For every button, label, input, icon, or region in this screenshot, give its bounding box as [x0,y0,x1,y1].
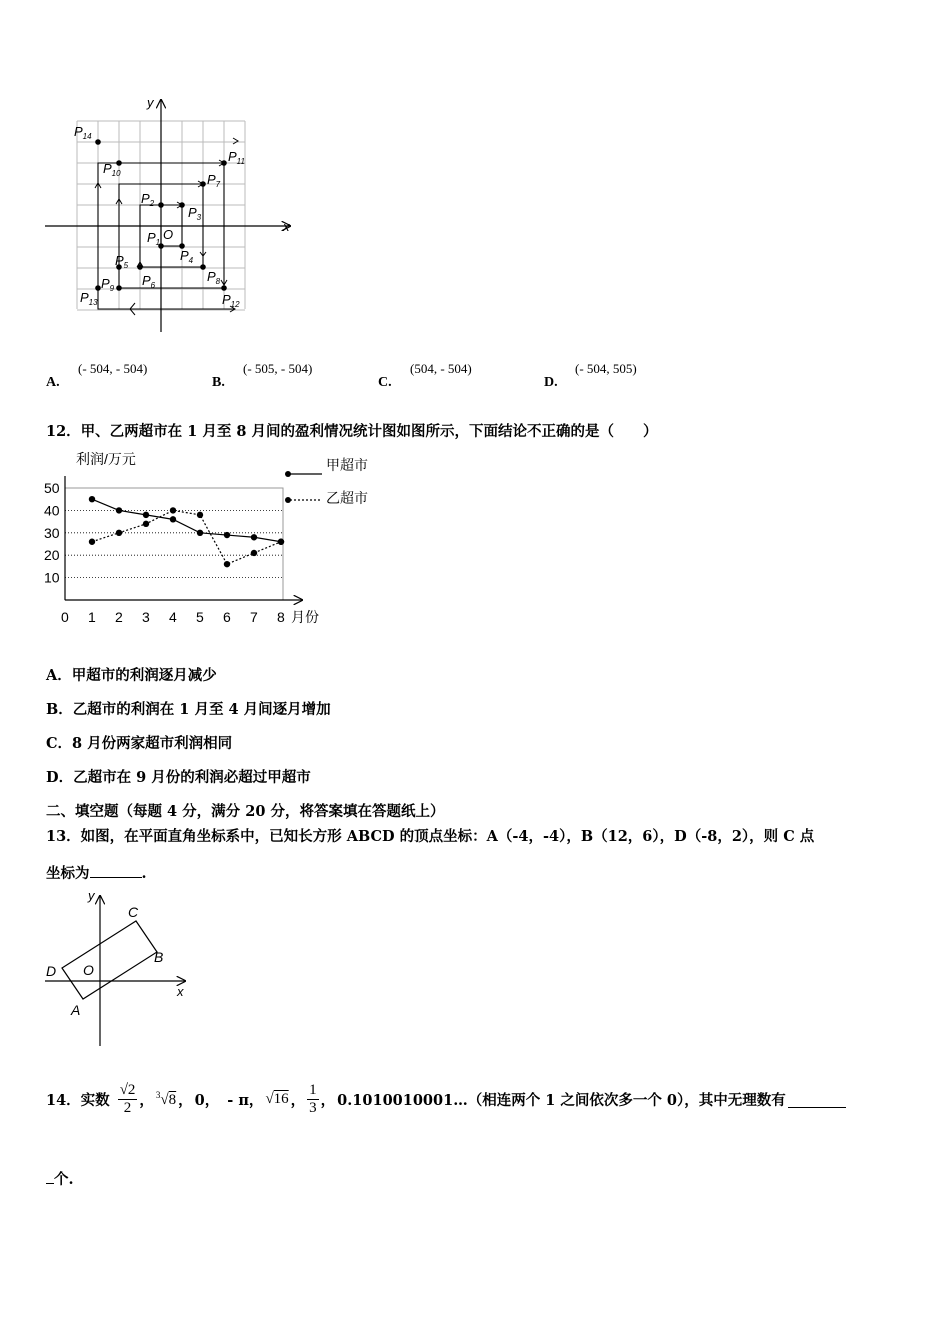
spiral-point-subscript: 10 [111,169,121,178]
q12-option-b: B．乙超市的利润在 1 月至 4 月间逐月增加 [46,701,331,718]
spiral-point-label: $P_9$ [101,276,115,293]
spiral-point [221,285,227,291]
section2-heading: 二、填空题（每题 4 分，满分 20 分，将答案填在答题纸上） [46,803,445,820]
spiral-point-label: $P_4$ [180,248,194,265]
spiral-point-subscript: 3 [196,213,202,222]
spiral-point-subscript: 12 [230,300,240,309]
chart-x-tick-label: 2 [115,609,123,625]
q13-b-label: B [154,949,164,965]
spiral-point [221,160,227,166]
spiral-point-subscript: 4 [188,256,194,265]
q13-line2 [46,862,147,883]
chart-x-tick-label: 0 [61,609,69,625]
q14-zero: 0， [194,1092,220,1109]
series-point-yi [143,521,149,527]
legend-label-yi: 乙超市 [326,490,368,506]
series-point-jia [197,530,203,536]
chart-x-tick-label: 8 [277,609,285,625]
q14-answer-blank-1[interactable] [788,1091,846,1108]
spiral-point-label: $P_5$ [115,253,129,270]
q13-d-label: D [46,963,57,979]
q14-frac1-den: 2 [123,1100,132,1116]
q11-option-d-value: (- 504, 505) [575,361,637,376]
q11-spiral-figure [40,92,300,342]
chart-ylabel: 利润/万元 [76,451,136,467]
spiral-point-label: $P_1$ [147,230,161,247]
series-point-jia [251,534,257,540]
q14-sqrt16: √16 [265,1091,289,1107]
spiral-point-label: $P_2$ [141,191,155,208]
q14-sep4: ， [320,1092,336,1109]
q14-prefix: 14．实数 [46,1092,110,1109]
spiral-point-subscript: 11 [236,157,245,166]
q11-option-c-value: (504, - 504) [410,361,472,376]
q12-option-a: A．甲超市的利润逐月减少 [46,667,217,684]
series-point-jia [89,496,95,502]
chart-xlabel: 月份 [291,609,319,625]
q13-line2-suffix: . [141,865,147,882]
spiral-point-subscript: 1 [155,238,161,247]
spiral-point [200,264,206,270]
q13-c-label: C [128,904,139,920]
chart-y-tick-label: 10 [44,569,60,586]
q14-cbrt-index: 3 [155,1090,161,1100]
q12-option-d: D．乙超市在 9 月份的利润必超过甲超市 [46,769,311,786]
spiral-point-label: $P_7$ [207,172,221,189]
q13-rectangle-figure [40,886,200,1051]
series-point-jia [116,507,122,513]
series-point-yi [170,507,176,513]
q13-x-label: x [177,984,184,999]
series-point-jia [224,532,230,538]
spiral-point-subscript: 6 [150,281,156,290]
chart-y-tick-label: 30 [44,524,60,541]
spiral-point [116,285,122,291]
q14-frac-sqrt2-over-2 [118,1082,138,1117]
chart-plot-frame [65,488,283,600]
q11-option-a-value: (- 504, - 504) [78,361,148,376]
series-point-yi [89,539,95,545]
legend-label-jia: 甲超市 [326,457,368,473]
q12-stem: 12．甲、乙两超市在 1 月至 8 月间的盈利情况统计图如图所示，下面结论不正确的是（ ） [46,423,658,440]
q13-line1: 13．如图，在平面直角坐标系中，已知长方形 ABCD 的顶点坐标：A（-4，-4），B（12，6），D（-8，2），则 C 点 [46,828,815,845]
q11-option-a-letter: A. [46,375,60,390]
q14-cbrt-radicand: 8 [168,1092,177,1108]
q14-sep2: ， [178,1092,193,1109]
spiral-point-label: $P_6$ [142,273,156,290]
spiral-point-label: $P_{12}$ [222,292,240,309]
q13-o-label: O [83,962,94,978]
series-point-yi [197,512,203,518]
series-point-yi [116,530,122,536]
chart-y-tick-label: 50 [44,480,60,496]
series-point-yi [278,539,284,545]
series-point-jia [143,512,149,518]
q14-sep1: ， [139,1092,154,1109]
spiral-point [95,139,101,145]
q14-neg-pi: - π， [227,1092,264,1109]
q14-line1 [46,1082,846,1117]
q14-frac2-den: 3 [309,1100,317,1116]
q14-sqrt16-radicand: 16 [273,1091,289,1107]
q13-y-label: y [88,888,95,903]
q14-frac1-num: √2 [119,1082,136,1098]
chart-x-tick-label: 6 [223,609,231,625]
chart-x-tick-label: 5 [196,609,204,625]
spiral-point [158,202,164,208]
spiral-point-subscript: 7 [215,180,221,189]
series-point-yi [251,550,257,556]
q14-answer-blank-2[interactable] [46,1183,54,1184]
q11-option-d-letter: D. [544,375,558,390]
q12-line-chart [40,446,400,636]
chart-x-tick-label: 7 [250,609,258,625]
spiral-point-subscript: 14 [82,132,92,141]
q13-a-label: A [71,1002,81,1018]
x-axis-label: x [283,219,290,234]
spiral-point [137,264,143,270]
spiral-point-subscript: 9 [109,284,115,293]
spiral-point [200,181,206,187]
q13-rectangle [62,921,157,999]
q14-line2 [46,1168,74,1189]
spiral-point [179,202,185,208]
q14-cbrt8: $^3$√8 [155,1090,177,1108]
spiral-point-label: $P_3$ [188,205,202,222]
spiral-point-subscript: 13 [88,298,98,307]
q11-option-b-letter: B. [212,375,225,390]
chart-x-tick-label: 1 [88,609,96,625]
chart-x-tick-label: 3 [142,609,150,625]
q12-option-c: C．8 月份两家超市利润相同 [46,735,233,752]
spiral-point-label: $P_8$ [207,269,221,286]
chart-y-tick-label: 40 [44,502,60,519]
spiral-point-subscript: 8 [215,277,221,286]
q14-tail: 0.1010010001…（相连两个 1 之间依次多一个 0），其中无理数有 [337,1092,786,1109]
spiral-point [116,160,122,166]
spiral-point-label: $P_{13}$ [80,290,98,307]
series-point-yi [224,561,230,567]
spiral-point-label: $P_{11}$ [228,149,245,166]
q14-frac-one-third [307,1082,319,1117]
q13-answer-blank[interactable] [90,877,142,878]
spiral-point-label: $P_{14}$ [74,124,92,141]
series-point-jia [170,516,176,522]
q14-sep3: ， [290,1092,306,1109]
chart-x-tick-label: 4 [169,609,177,625]
y-axis-label: y [147,95,154,110]
spiral-point-subscript: 2 [149,199,155,208]
spiral-point-label: $P_{10}$ [103,161,121,178]
q14-frac2-num: 1 [309,1082,317,1098]
spiral-point [95,285,101,291]
q11-option-b-value: (- 505, - 504) [243,361,313,376]
spiral-point-subscript: 5 [123,261,129,270]
origin-label: O [163,227,174,242]
q14-line2-suffix: 个. [54,1171,74,1188]
chart-y-tick-label: 20 [44,547,60,564]
q11-option-c-letter: C. [378,375,392,390]
q13-line2-prefix: 坐标为 [46,865,90,882]
chart-legend [285,457,368,506]
